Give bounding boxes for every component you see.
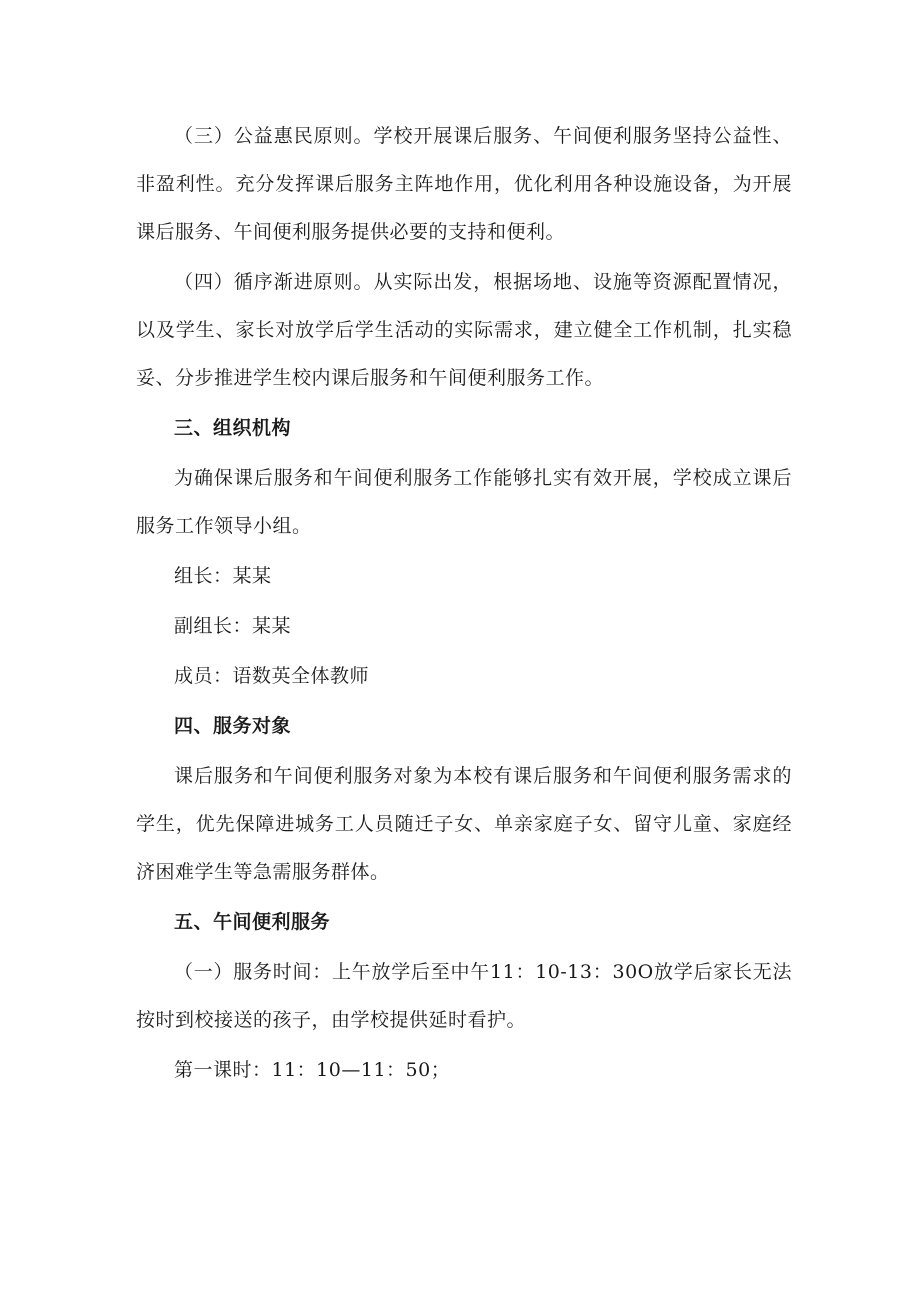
paragraph-principle-3: （三）公益惠民原则。学校开展课后服务、午间便利服务坚持公益性、非盈利性。充分发挥课后服务主阵地作用，优化利用各种设施设备，为开展课后服务、午间便利服务提供必要的支持和便利。	[136, 125, 792, 243]
paragraph-service-target: 课后服务和午间便利服务对象为本校有课后服务和午间便利服务需求的学生，优先保障进城务工人员随迁子女、单亲家庭子女、留守儿童、家庭经济困难学生等急需服务群体。	[136, 765, 792, 883]
paragraph-principle-4: （四）循序渐进原则。从实际出发，根据场地、设施等资源配置情况，以及学生、家长对放学后学生活动的实际需求，建立健全工作机制，扎实稳妥、分步推进学生校内课后服务和午间便利服务工作。	[136, 271, 792, 389]
section-heading-organization: 三、组织机构	[174, 417, 292, 439]
section-heading-service-target: 四、服务对象	[174, 715, 292, 737]
paragraph-members: 成员：语数英全体教师	[174, 665, 370, 687]
paragraph-organization: 为确保课后服务和午间便利服务工作能够扎实有效开展，学校成立课后服务工作领导小组。	[136, 467, 792, 537]
section-heading-noon-service: 五、午间便利服务	[174, 911, 331, 933]
paragraph-deputy-leader: 副组长：某某	[174, 615, 292, 637]
paragraph-first-period: 第一课时：11：10—11：50；	[174, 1059, 451, 1081]
paragraph-service-time: （一）服务时间：上午放学后至中午11：10-13：30O放学后家长无法按时到校接送的孩子，由学校提供延时看护。	[136, 961, 792, 1031]
paragraph-leader: 组长：某某	[174, 565, 272, 587]
